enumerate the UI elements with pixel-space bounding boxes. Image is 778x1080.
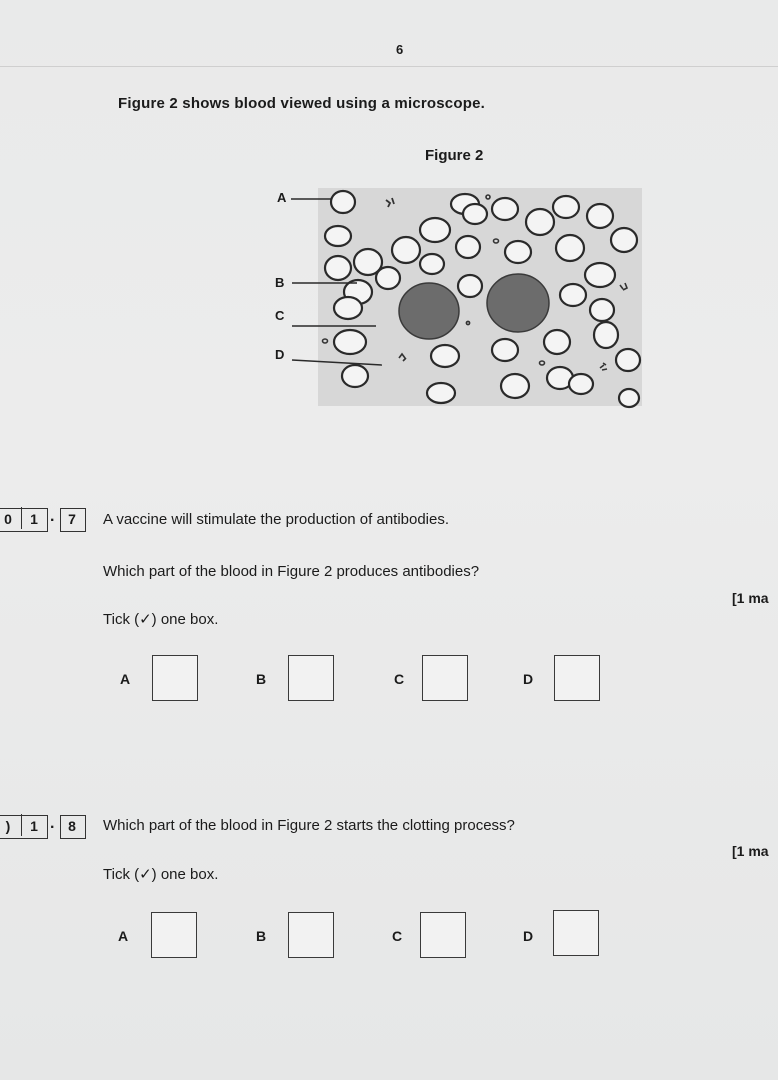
red-blood-cell [556, 235, 584, 261]
page-number: 6 [396, 42, 404, 57]
question-number-dot: . [50, 508, 55, 525]
red-blood-cell [458, 275, 482, 297]
option-b-checkbox[interactable] [288, 655, 334, 701]
red-blood-cell [492, 339, 518, 361]
white-blood-cell [487, 274, 549, 332]
question-number-dot: . [50, 815, 55, 832]
option-a-checkbox[interactable] [152, 655, 198, 701]
red-blood-cell [420, 218, 450, 242]
red-blood-cell [463, 204, 487, 224]
red-blood-cell [325, 226, 351, 246]
red-blood-cell [616, 349, 640, 371]
question-number-digit: 1 [30, 818, 38, 834]
question-part-box [60, 815, 86, 839]
red-blood-cell [334, 330, 366, 354]
option-b-label: B [256, 928, 267, 944]
red-blood-cell [526, 209, 554, 235]
question-number-box [0, 508, 48, 532]
red-blood-cell [587, 204, 613, 228]
question-intro: A vaccine will stimulate the production of antibodies. [103, 511, 450, 528]
red-blood-cell [427, 383, 455, 403]
label-b: B [275, 275, 285, 290]
option-d-checkbox[interactable] [553, 910, 599, 956]
red-blood-cell [331, 191, 355, 213]
question-number-digit: 1 [30, 511, 38, 527]
digit-divider [21, 507, 22, 529]
red-blood-cell [420, 254, 444, 274]
header-divider [0, 66, 778, 67]
label-c: C [275, 308, 285, 323]
red-blood-cell [585, 263, 615, 287]
digit-divider [21, 814, 22, 836]
option-d-label: D [523, 671, 534, 687]
option-c-label: C [392, 928, 403, 944]
label-d: D [275, 347, 285, 362]
question-part: 8 [68, 818, 76, 834]
option-a-label: A [120, 671, 131, 687]
option-c-checkbox[interactable] [420, 912, 466, 958]
question-number-box [0, 815, 48, 839]
option-a-checkbox[interactable] [151, 912, 197, 958]
option-b-label: B [256, 671, 267, 687]
red-blood-cell [501, 374, 529, 398]
question-number-digit: ) [5, 818, 11, 834]
red-blood-cell [594, 322, 618, 348]
marks-label: [1 ma [732, 843, 769, 859]
red-blood-cell [492, 198, 518, 220]
red-blood-cell [334, 297, 362, 319]
red-blood-cell [342, 365, 368, 387]
red-blood-cell [611, 228, 637, 252]
option-d-label: D [523, 928, 534, 944]
red-blood-cell [392, 237, 420, 263]
red-blood-cell [431, 345, 459, 367]
blood-figure [240, 180, 660, 420]
question-text: Which part of the blood in Figure 2 produces antibodies? [103, 563, 480, 580]
red-blood-cell [619, 389, 639, 407]
question-text: Which part of the blood in Figure 2 starts the clotting process? [103, 817, 515, 834]
question-number-digit: 0 [4, 511, 12, 527]
tick-instruction: Tick (✓) one box. [103, 866, 219, 883]
white-blood-cell [399, 283, 459, 339]
red-blood-cell [505, 241, 531, 263]
red-blood-cell [553, 196, 579, 218]
label-a: A [277, 190, 287, 205]
red-blood-cell [590, 299, 614, 321]
red-blood-cell [376, 267, 400, 289]
option-c-checkbox[interactable] [422, 655, 468, 701]
option-b-checkbox[interactable] [288, 912, 334, 958]
option-d-checkbox[interactable] [554, 655, 600, 701]
figure-title: Figure 2 [425, 147, 484, 164]
red-blood-cell [569, 374, 593, 394]
marks-label: [1 ma [732, 590, 769, 606]
intro-text: Figure 2 shows blood viewed using a microscope. [118, 95, 485, 112]
tick-instruction: Tick (✓) one box. [103, 611, 219, 628]
red-blood-cell [325, 256, 351, 280]
red-blood-cell [560, 284, 586, 306]
option-c-label: C [394, 671, 405, 687]
question-part-box [60, 508, 86, 532]
red-blood-cell [456, 236, 480, 258]
option-a-label: A [118, 928, 129, 944]
question-part: 7 [68, 511, 76, 527]
red-blood-cell [544, 330, 570, 354]
